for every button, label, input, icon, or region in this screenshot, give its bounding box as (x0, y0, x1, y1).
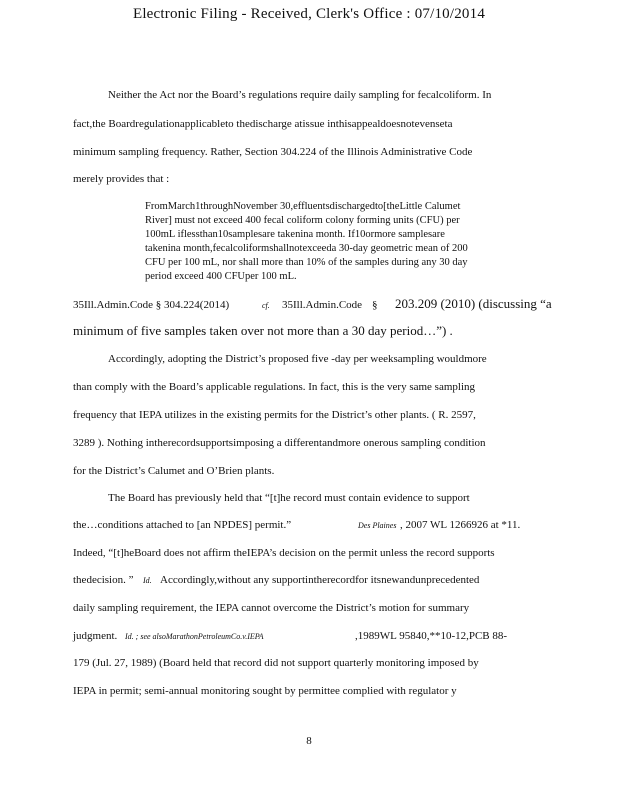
block-quote-line-2: River] must not exceed 400 fecal coliform colony forming units (CFU) per (145, 215, 460, 226)
paragraph-3-line-2b: , 2007 WL 1266926 at *11. (400, 519, 521, 531)
paragraph-3-line-6b: ,1989WL 95840,**10-12,PCB 88- (355, 630, 508, 642)
citation-primary: 35Ill.Admin.Code § 304.224(2014) (73, 299, 230, 311)
citation-cf (262, 298, 270, 313)
block-quote-line-1: FromMarch1throughNovember 30,effluentsdischargedto[theLittle Calumet (145, 201, 461, 212)
id-signal: Id. (143, 576, 152, 585)
paragraph-3-line-6a: judgment. (73, 630, 118, 642)
paragraph-1-line-4: merely provides that : (73, 173, 170, 185)
paragraph-3-line-4a: thedecision. ” (73, 574, 134, 586)
see-also-wrap (125, 629, 264, 644)
block-quote-line-6: period exceed 400 CFUper 100 mL. (145, 271, 297, 282)
case-name-wrap (358, 518, 396, 533)
paragraph-3-line-8: IEPA in permit; semi-annual monitoring sought by permittee complied with regulator y (73, 685, 457, 697)
block-quote-line-5: CFU per 100 mL, nor shall more than 10% of the samples during any 30 day (145, 257, 468, 268)
paragraph-3-line-5: daily sampling requirement, the IEPA cannot overcome the District’s motion for summary (73, 602, 470, 614)
paragraph-3-line-2a: the…conditions attached to [an NPDES] permit.” (73, 519, 292, 531)
paragraph-2-line-1: Accordingly, adopting the District’s proposed five -day per weeksampling wouldmore (108, 353, 487, 365)
paragraph-2-line-3: frequency that IEPA utilizes in the existing permits for the District’s other plants. ( R. 2597, (73, 409, 476, 421)
block-quote-line-3: 100mL iflessthan10samplesare takenina month. If10ormore samplesare (145, 229, 445, 240)
paragraph-2-line-2: than comply with the Board’s applicable regulations. In fact, this is the very same sampling (73, 381, 476, 393)
block-quote-line-4: takenina month,fecalcoliformshallnotexceeda 30-day geometric mean of 200 (145, 243, 468, 254)
paragraph-1-line-3: minimum sampling frequency. Rather, Section 304.224 of the Illinois Administrative Code (73, 146, 473, 158)
paragraph-1-line-2: fact,the Boardregulationapplicableto thedischarge atissue inthisappealdoesnotevenseta (73, 118, 453, 130)
see-also-case-name: Id. ; see alsoMarathonPetroleumCo.v.IEPA (125, 632, 264, 641)
id-signal-wrap (143, 573, 152, 588)
citation-secondary: 35Ill.Admin.Code (282, 299, 363, 311)
paragraph-2-line-4: 3289 ). Nothing intherecordsupportsimposing a differentandmore onerous sampling condition (73, 437, 486, 449)
citation-parenthetical-cont: minimum of five samples taken over not more than a 30 day period…”) . (73, 323, 453, 338)
case-name-des-plaines: Des Plaines (358, 521, 397, 530)
citation-parenthetical: 203.209 (2010) (discussing “a (395, 296, 552, 311)
page-number: 8 (306, 735, 312, 747)
paragraph-1-line-1: Neither the Act nor the Board’s regulations require daily sampling for fecalcoliform. In (108, 89, 492, 101)
paragraph-3-line-7: 179 (Jul. 27, 1989) (Board held that record did not support quarterly monitoring imposed by (73, 657, 479, 669)
paragraph-3-line-4b: Accordingly,without any supportintherecordfor itsnewandunprecedented (160, 574, 480, 586)
paragraph-3-line-3: Indeed, “[t]heBoard does not affirm theIEPA’s decision on the permit unless the record supports (73, 547, 495, 559)
citation-cf-signal: cf. (262, 301, 270, 310)
paragraph-3-line-1: The Board has previously held that “[t]he record must contain evidence to support (108, 492, 470, 504)
filing-stamp-header: Electronic Filing - Received, Clerk's Office : 07/10/2014 (132, 6, 486, 22)
citation-section-symbol: § (372, 299, 378, 311)
paragraph-2-line-5: for the District’s Calumet and O’Brien plants. (73, 465, 275, 477)
